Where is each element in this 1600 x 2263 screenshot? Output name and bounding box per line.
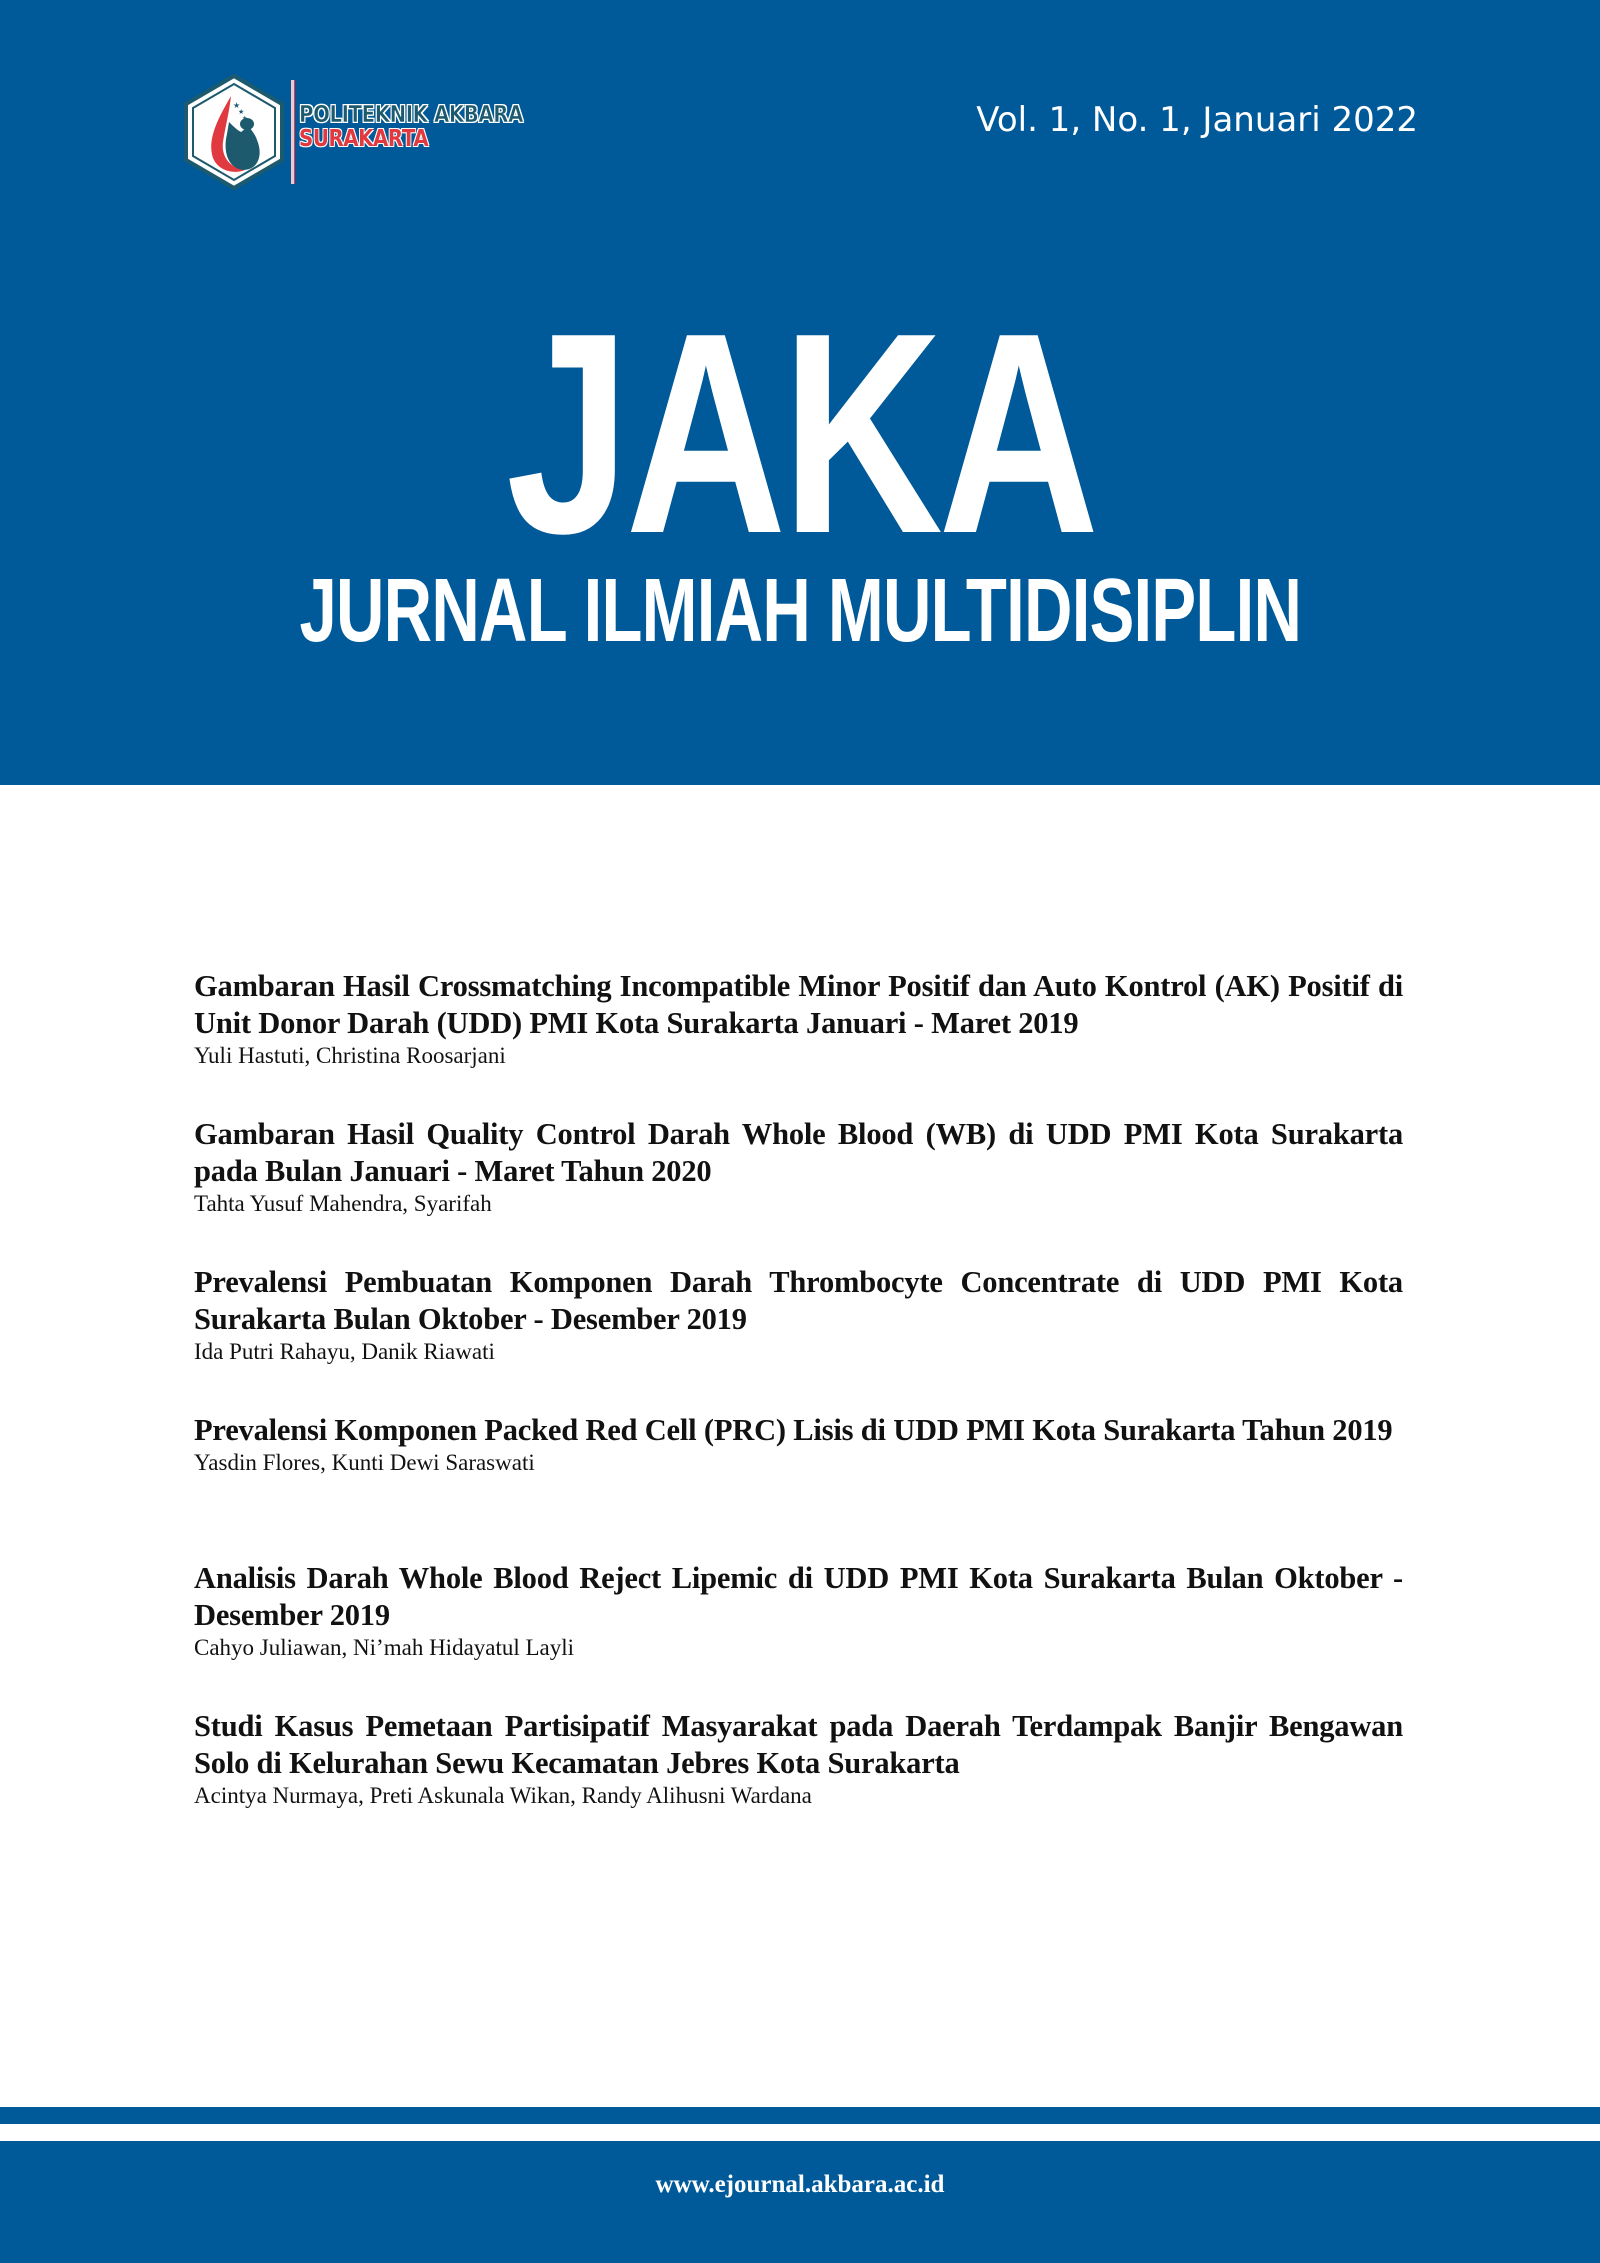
article-entry[interactable]: [194, 1560, 1403, 1708]
journal-acronym: JAKA: [505, 273, 1095, 593]
article-title[interactable]: Gambaran Hasil Crossmatching Incompatible Minor Positif dan Auto Kontrol (AK) Positif di Unit Donor Darah (UDD) PMI Kota Surakarta Januari - Maret 2019: [194, 969, 1403, 1040]
svg-text:★: ★: [238, 108, 245, 116]
article-entry[interactable]: [194, 1412, 1403, 1560]
issue-info: Vol. 1, No. 1, Januari 2022: [976, 100, 1418, 140]
article-title[interactable]: Studi Kasus Pemetaan Partisipatif Masyarakat pada Daerah Terdampak Banjir Bengawan Solo di Kelurahan Sewu Kecamatan Jebres Kota Surakarta: [194, 1709, 1403, 1780]
article-title[interactable]: Gambaran Hasil Quality Control Darah Whole Blood (WB) di UDD PMI Kota Surakarta pada Bulan Januari - Maret Tahun 2020: [194, 1117, 1403, 1188]
svg-text:★: ★: [233, 101, 241, 110]
article-title[interactable]: Prevalensi Komponen Packed Red Cell (PRC) Lisis di UDD PMI Kota Surakarta Tahun 2019: [194, 1413, 1393, 1447]
logo-institution-name: POLITEKNIK AKBARA: [299, 102, 523, 128]
article-entry[interactable]: [194, 1708, 1403, 1856]
article-authors: Yuli Hastuti, Christina Roosarjani: [194, 1043, 506, 1068]
article-entry[interactable]: [194, 1116, 1403, 1264]
journal-full-name: JURNAL ILMIAH MULTIDISIPLIN: [299, 561, 1301, 661]
logo-city-name: SURAKARTA: [299, 126, 429, 152]
article-entry[interactable]: [194, 968, 1403, 1116]
article-entry[interactable]: [194, 1264, 1403, 1412]
institution-logo: [183, 74, 603, 190]
table-of-contents: [194, 968, 1403, 1856]
cover-header: [0, 0, 1600, 785]
svg-text:★: ★: [242, 115, 248, 122]
article-authors: Cahyo Juliawan, Ni’mah Hidayatul Layli: [194, 1635, 575, 1660]
article-title[interactable]: Analisis Darah Whole Blood Reject Lipemic di UDD PMI Kota Surakarta Bulan Oktober - Desember 2019: [194, 1561, 1403, 1632]
journal-subtitle: [0, 561, 1600, 661]
journal-masthead: [0, 273, 1600, 593]
logo-divider: [291, 80, 295, 184]
article-title[interactable]: Prevalensi Pembuatan Komponen Darah Thrombocyte Concentrate di UDD PMI Kota Surakarta Bulan Oktober - Desember 2019: [194, 1265, 1403, 1336]
article-authors: Ida Putri Rahayu, Danik Riawati: [194, 1339, 495, 1364]
hexagon-drop-person-logo-icon: [183, 74, 285, 190]
logo-wordmark: [299, 103, 559, 151]
decorative-stripe: [0, 2107, 1600, 2124]
article-authors: Tahta Yusuf Mahendra, Syarifah: [194, 1191, 492, 1216]
journal-website-link[interactable]: www.ejournal.akbara.ac.id: [655, 2171, 945, 2198]
article-authors: Acintya Nurmaya, Preti Askunala Wikan, Randy Alihusni Wardana: [194, 1783, 812, 1808]
cover-footer: [0, 2141, 1600, 2263]
article-authors: Yasdin Flores, Kunti Dewi Saraswati: [194, 1450, 535, 1475]
